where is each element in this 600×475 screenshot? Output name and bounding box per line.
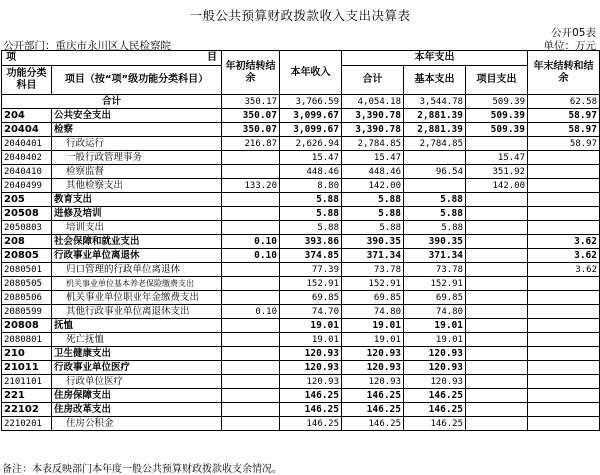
- table-row: [2, 249, 600, 263]
- table-row: [2, 193, 600, 207]
- cell-end: [528, 193, 600, 207]
- cell-project: [466, 291, 528, 305]
- cell-total: 390.35: [342, 235, 404, 249]
- cell-project: 509.39: [466, 123, 528, 137]
- cell-begin: 0.10: [222, 249, 280, 263]
- cell-name: 社会保障和就业支出: [52, 235, 222, 249]
- cell-name: 检察: [52, 123, 222, 137]
- cell-end: [528, 291, 600, 305]
- cell-basic: 146.25: [404, 389, 466, 403]
- table-row: [2, 347, 600, 361]
- cell-total: 146.25: [342, 389, 404, 403]
- cell-total: 74.80: [342, 305, 404, 319]
- cell-income: 69.85: [280, 291, 342, 305]
- cell-begin: 216.87: [222, 137, 280, 151]
- footnote: 备注：本表反映部门本年度一般公共预算财政拨款收支余情况。: [2, 464, 282, 475]
- cell-end: [528, 305, 600, 319]
- cell-basic: 96.54: [404, 165, 466, 179]
- cell-total: 69.85: [342, 291, 404, 305]
- cell-basic: 2,784.85: [404, 137, 466, 151]
- cell-name: 教育支出: [52, 193, 222, 207]
- cell-project: [466, 305, 528, 319]
- cell-code: 204: [2, 109, 52, 123]
- cell-code: 2040499: [2, 179, 52, 193]
- cell-code: 2050803: [2, 221, 52, 235]
- cell-total: 3,390.78: [342, 109, 404, 123]
- cell-name: 行政运行: [52, 137, 222, 151]
- cell-income: 374.85: [280, 249, 342, 263]
- cell-project: 142.00: [466, 179, 528, 193]
- cell-end: [528, 221, 600, 235]
- cell-total: 142.00: [342, 179, 404, 193]
- cell-basic: 5.88: [404, 193, 466, 207]
- cell-basic: 19.01: [404, 319, 466, 333]
- cell-income: 5.88: [280, 207, 342, 221]
- cell-project: [466, 417, 528, 431]
- cell-name: 培训支出: [52, 221, 222, 235]
- cell-code: 22102: [2, 403, 52, 417]
- cell-total: 120.93: [342, 347, 404, 361]
- cell-project: [466, 235, 528, 249]
- cell-income: 146.25: [280, 389, 342, 403]
- cell-code: 2210201: [2, 417, 52, 431]
- cell-end: [528, 389, 600, 403]
- cell-end: [528, 319, 600, 333]
- cell-name: 行政事业单位医疗: [52, 361, 222, 375]
- cell-basic: 371.34: [404, 249, 466, 263]
- cell-code: 2080801: [2, 333, 52, 347]
- cell-begin: [222, 333, 280, 347]
- cell-project: 509.39: [466, 109, 528, 123]
- cell-income: 5.88: [280, 221, 342, 235]
- header-end-balance: 年末结转和结余: [528, 51, 600, 95]
- cell-income: 5.88: [280, 193, 342, 207]
- cell-total: 73.78: [342, 263, 404, 277]
- cell-begin: 350.07: [222, 109, 280, 123]
- cell-code: 2080599: [2, 305, 52, 319]
- cell-income: 120.93: [280, 361, 342, 375]
- cell-basic: [404, 151, 466, 165]
- cell-basic: 390.35: [404, 235, 466, 249]
- header-basic: 基本支出: [404, 66, 466, 95]
- cell-basic: 5.88: [404, 207, 466, 221]
- cell-income: 74.70: [280, 305, 342, 319]
- cell-basic: 19.01: [404, 333, 466, 347]
- cell-project: [466, 137, 528, 151]
- cell-begin: [222, 165, 280, 179]
- table-row: [2, 417, 600, 431]
- department-label: 公开部门：重庆市永川区人民检察院: [3, 40, 171, 52]
- header-expense-group: 本年支出: [342, 51, 528, 66]
- cell-end: [528, 207, 600, 221]
- cell-end: [528, 277, 600, 291]
- cell-project: [466, 221, 528, 235]
- cell-name: 机关事业单位基本养老保险缴费支出: [52, 277, 222, 291]
- cell-code: 2040402: [2, 151, 52, 165]
- table-row: [2, 123, 600, 137]
- cell-end: [528, 151, 600, 165]
- cell-name: 公共安全支出: [52, 109, 222, 123]
- cell-end: [528, 165, 600, 179]
- cell-code: 21011: [2, 361, 52, 375]
- cell-name: 住房改革支出: [52, 403, 222, 417]
- cell-basic: 74.80: [404, 305, 466, 319]
- cell-begin: [222, 361, 280, 375]
- cell-project: [466, 347, 528, 361]
- cell-code: 208: [2, 235, 52, 249]
- cell-begin: [222, 417, 280, 431]
- total-row: 合计 350.17 3,766.59 4,054.18 3,544.78 509.39 62.58: [2, 95, 600, 109]
- cell-code: 221: [2, 389, 52, 403]
- cell-project: [466, 389, 528, 403]
- cell-income: 152.91: [280, 277, 342, 291]
- cell-code: 20508: [2, 207, 52, 221]
- cell-name: 进修及培训: [52, 207, 222, 221]
- cell-begin: [222, 263, 280, 277]
- cell-project: [466, 403, 528, 417]
- cell-end: 3.62: [528, 235, 600, 249]
- form-code: 公开05表: [551, 27, 596, 39]
- cell-total: 3,390.78: [342, 123, 404, 137]
- cell-income: 448.46: [280, 165, 342, 179]
- cell-income: 3,099.67: [280, 109, 342, 123]
- cell-code: 2080505: [2, 277, 52, 291]
- cell-basic: 120.93: [404, 347, 466, 361]
- table-row: [2, 109, 600, 123]
- cell-begin: [222, 319, 280, 333]
- cell-basic: [404, 179, 466, 193]
- cell-income: 120.93: [280, 347, 342, 361]
- table-row: [2, 333, 600, 347]
- table-row: [2, 221, 600, 235]
- cell-code: 2080501: [2, 263, 52, 277]
- header-func-code: 功能分类科目: [2, 66, 52, 95]
- cell-project: [466, 333, 528, 347]
- cell-end: [528, 417, 600, 431]
- cell-begin: 0.10: [222, 235, 280, 249]
- cell-total: 19.01: [342, 333, 404, 347]
- cell-begin: [222, 403, 280, 417]
- cell-total: 5.88: [342, 221, 404, 235]
- cell-name: 行政事业单位离退休: [52, 249, 222, 263]
- cell-income: 2,626.94: [280, 137, 342, 151]
- cell-income: 3,099.67: [280, 123, 342, 137]
- table-row: [2, 137, 600, 151]
- cell-begin: [222, 151, 280, 165]
- cell-name: 检察监督: [52, 165, 222, 179]
- cell-code: 2080506: [2, 291, 52, 305]
- cell-end: 3.62: [528, 249, 600, 263]
- cell-project: [466, 249, 528, 263]
- cell-code: 205: [2, 193, 52, 207]
- cell-name: 一般行政管理事务: [52, 151, 222, 165]
- cell-begin: [222, 193, 280, 207]
- cell-begin: [222, 347, 280, 361]
- table-row: [2, 263, 600, 277]
- cell-name: 其他行政事业单位离退休支出: [52, 305, 222, 319]
- cell-income: 146.25: [280, 403, 342, 417]
- cell-total: 146.25: [342, 403, 404, 417]
- cell-code: 2040401: [2, 137, 52, 151]
- cell-name: 行政单位医疗: [52, 375, 222, 389]
- cell-basic: 146.25: [404, 417, 466, 431]
- header-income: 本年收入: [280, 51, 342, 95]
- cell-name: 住房公积金: [52, 417, 222, 431]
- cell-income: 8.80: [280, 179, 342, 193]
- cell-name: 抚恤: [52, 319, 222, 333]
- cell-project: [466, 319, 528, 333]
- cell-end: [528, 179, 600, 193]
- cell-project: [466, 263, 528, 277]
- cell-name: 住房保障支出: [52, 389, 222, 403]
- cell-begin: [222, 291, 280, 305]
- cell-name: 机关事业单位职业年金缴费支出: [52, 291, 222, 305]
- expenditure-table: [1, 50, 600, 431]
- cell-total: 146.25: [342, 417, 404, 431]
- cell-end: [528, 403, 600, 417]
- cell-basic: 69.85: [404, 291, 466, 305]
- cell-basic: 5.88: [404, 221, 466, 235]
- cell-code: 2101101: [2, 375, 52, 389]
- cell-total: 5.88: [342, 207, 404, 221]
- cell-name: 卫生健康支出: [52, 347, 222, 361]
- cell-income: 120.93: [280, 375, 342, 389]
- cell-basic: 120.93: [404, 375, 466, 389]
- table-row: [2, 235, 600, 249]
- header-item-name: 项目（按“项”级功能分类科目）: [52, 66, 222, 95]
- cell-project: 15.47: [466, 151, 528, 165]
- table-row: [2, 277, 600, 291]
- table-row: [2, 207, 600, 221]
- cell-end: [528, 333, 600, 347]
- cell-total: 371.34: [342, 249, 404, 263]
- table-row: [2, 389, 600, 403]
- cell-basic: 2,881.39: [404, 109, 466, 123]
- cell-end: [528, 361, 600, 375]
- cell-total: 120.93: [342, 375, 404, 389]
- cell-name: 其他检察支出: [52, 179, 222, 193]
- cell-code: 20808: [2, 319, 52, 333]
- cell-begin: [222, 277, 280, 291]
- header-item: 项 目: [2, 51, 222, 66]
- table-row: [2, 319, 600, 333]
- cell-begin: 133.20: [222, 179, 280, 193]
- table-row: [2, 403, 600, 417]
- cell-project: [466, 375, 528, 389]
- cell-code: 210: [2, 347, 52, 361]
- unit-label: 单位：万元: [543, 40, 596, 52]
- table-row: [2, 305, 600, 319]
- cell-total: 448.46: [342, 165, 404, 179]
- cell-name: 死亡抚恤: [52, 333, 222, 347]
- cell-basic: 2,881.39: [404, 123, 466, 137]
- cell-name: 归口管理的行政单位离退休: [52, 263, 222, 277]
- cell-project: [466, 361, 528, 375]
- cell-total: 19.01: [342, 319, 404, 333]
- report-title: 一般公共预算财政拨款收入支出决算表: [189, 8, 411, 23]
- cell-code: 20404: [2, 123, 52, 137]
- cell-begin: [222, 389, 280, 403]
- table-row: [2, 375, 600, 389]
- cell-basic: 73.78: [404, 263, 466, 277]
- header-total: 合计: [342, 66, 404, 95]
- cell-project: [466, 207, 528, 221]
- cell-basic: 146.25: [404, 403, 466, 417]
- cell-income: 393.86: [280, 235, 342, 249]
- cell-total: 152.91: [342, 277, 404, 291]
- cell-code: 2040410: [2, 165, 52, 179]
- cell-end: [528, 375, 600, 389]
- cell-project: 351.92: [466, 165, 528, 179]
- cell-project: [466, 193, 528, 207]
- cell-total: 5.88: [342, 193, 404, 207]
- cell-income: 77.39: [280, 263, 342, 277]
- cell-basic: 120.93: [404, 361, 466, 375]
- cell-begin: [222, 375, 280, 389]
- cell-code: 20805: [2, 249, 52, 263]
- cell-income: 146.25: [280, 417, 342, 431]
- table-row: [2, 179, 600, 193]
- cell-total: 15.47: [342, 151, 404, 165]
- cell-end: [528, 347, 600, 361]
- cell-total: 2,784.85: [342, 137, 404, 151]
- cell-basic: 152.91: [404, 277, 466, 291]
- table-row: [2, 361, 600, 375]
- cell-project: [466, 277, 528, 291]
- table-row: [2, 165, 600, 179]
- cell-total: 120.93: [342, 361, 404, 375]
- header-begin-balance: 年初结转结余: [222, 51, 280, 95]
- cell-end: 58.97: [528, 109, 600, 123]
- cell-income: 19.01: [280, 333, 342, 347]
- cell-end: 58.97: [528, 123, 600, 137]
- cell-income: 15.47: [280, 151, 342, 165]
- table-row: [2, 151, 600, 165]
- cell-income: 19.01: [280, 319, 342, 333]
- cell-end: 58.97: [528, 137, 600, 151]
- cell-begin: 350.07: [222, 123, 280, 137]
- cell-begin: [222, 221, 280, 235]
- table-row: [2, 291, 600, 305]
- cell-begin: [222, 207, 280, 221]
- header-project: 项目支出: [466, 66, 528, 95]
- cell-end: 3.62: [528, 263, 600, 277]
- cell-begin: 0.10: [222, 305, 280, 319]
